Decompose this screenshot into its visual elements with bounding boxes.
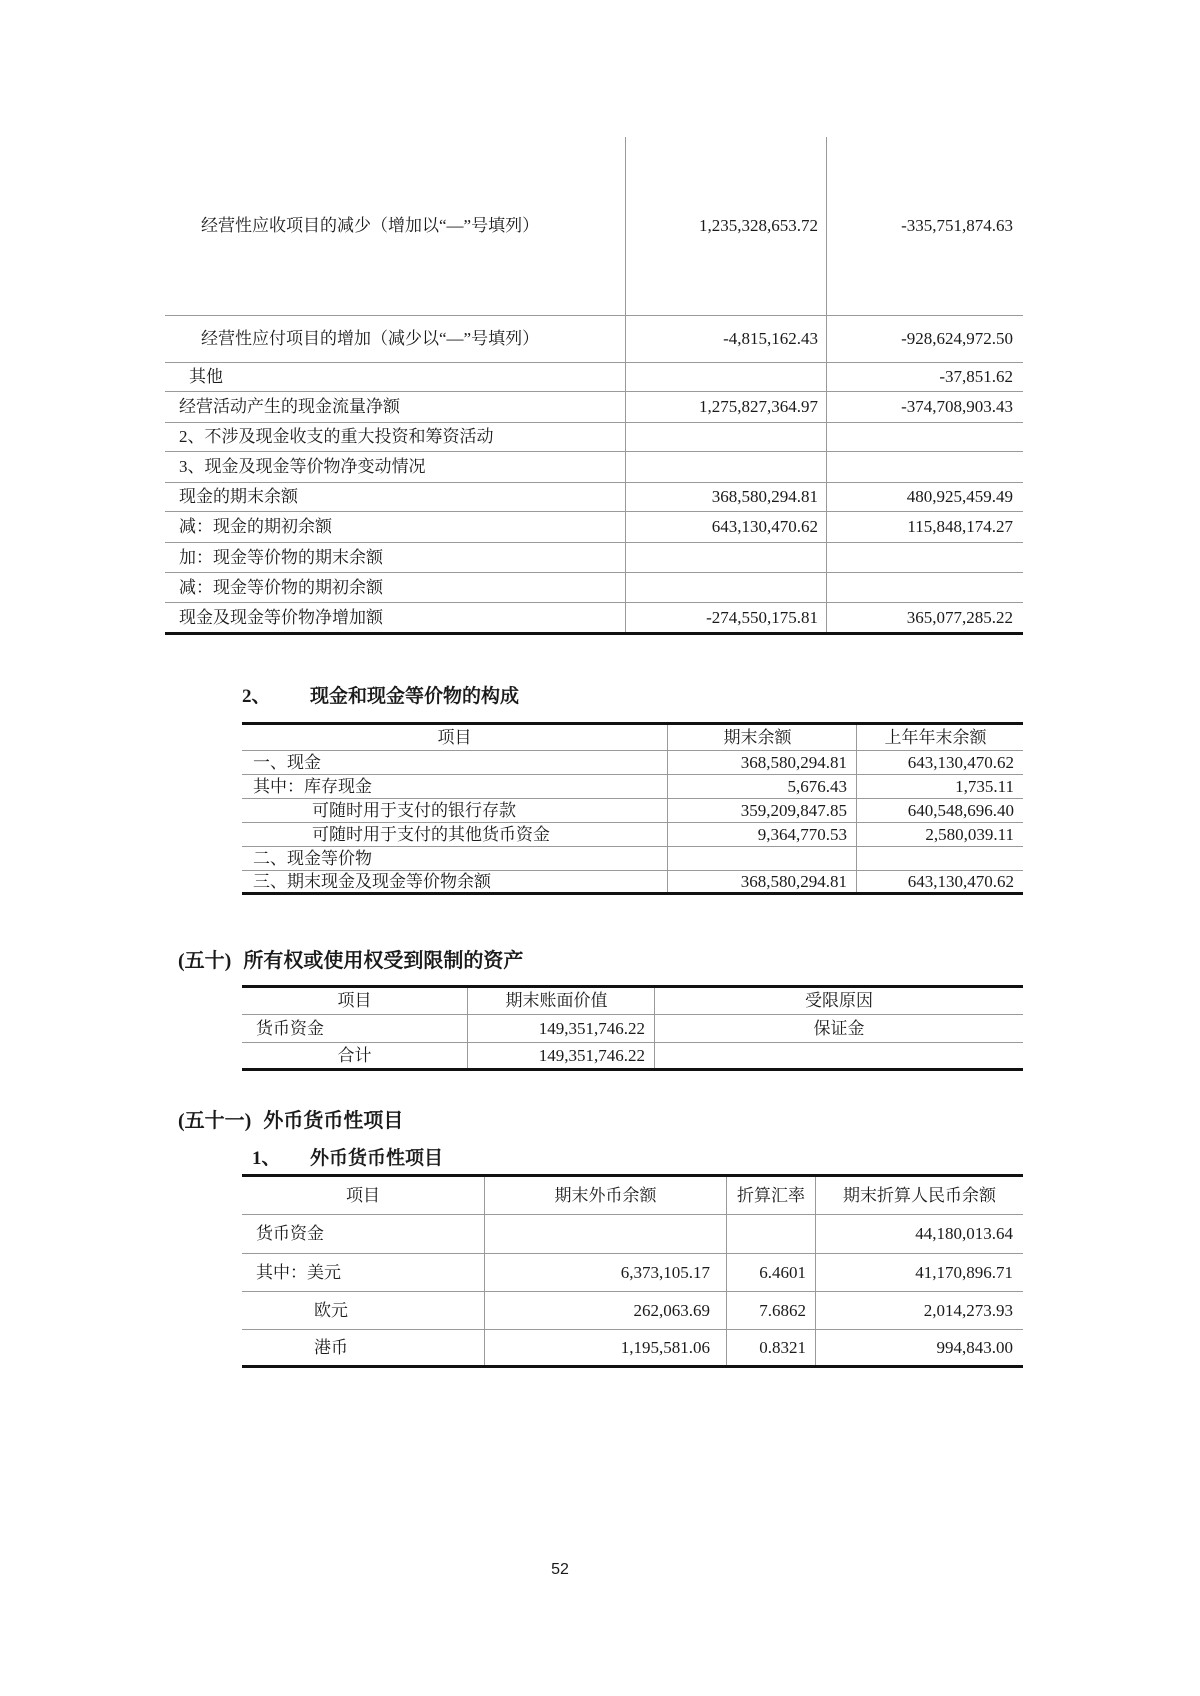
table-row (165, 543, 1023, 573)
row-label: 减：现金的期初余额 (179, 517, 332, 537)
current-amount: 1,235,328,653.72 (625, 137, 826, 315)
prior-amount (826, 573, 1023, 602)
ending-amount: 5,676.43 (667, 775, 856, 798)
book-value: 149,351,746.22 (467, 1043, 654, 1068)
prior-amount: 480,925,459.49 (826, 483, 1023, 511)
table-row (165, 452, 1023, 483)
ending-amount (667, 847, 856, 870)
exchange-rate: 6.4601 (726, 1254, 815, 1291)
table-row (165, 483, 1023, 512)
row-label: 减：现金等价物的期初余额 (179, 577, 383, 597)
row-label: 合计 (337, 1045, 372, 1065)
prior-amount (826, 543, 1023, 572)
row-label: 3、现金及现金等价物净变动情况 (179, 457, 426, 477)
prior-amount: 1,735.11 (856, 775, 1023, 798)
row-label: 货币资金 (256, 1018, 324, 1038)
table-row (165, 316, 1023, 363)
foreign-currency-table (242, 1174, 1023, 1368)
section-heading-foreign-currency (178, 1110, 403, 1132)
exchange-rate (726, 1215, 815, 1253)
row-label: 二、现金等价物 (253, 848, 372, 868)
heading-title: 所有权或使用权受到限制的资产 (243, 950, 524, 972)
column-header-item: 项目 (346, 1185, 380, 1205)
ending-amount: 359,209,847.85 (667, 799, 856, 822)
row-label: 其他 (189, 367, 223, 387)
heading-number: (五十) (178, 950, 232, 972)
table-row (165, 363, 1023, 392)
table-row (165, 392, 1023, 423)
column-header-fc-balance: 期末外币余额 (484, 1177, 726, 1214)
current-amount (625, 573, 826, 602)
row-label: 现金的期末余额 (179, 487, 298, 507)
heading-title: 现金和现金等价物的构成 (310, 686, 520, 707)
current-amount (625, 363, 826, 391)
row-label: 经营性应付项目的增加（减少以“—”号填列） (201, 329, 540, 349)
row-label: 港币 (314, 1337, 348, 1357)
table-row (242, 871, 1023, 895)
section-heading-cash-composition (242, 686, 519, 708)
table-row (242, 823, 1023, 847)
row-label: 货币资金 (256, 1224, 324, 1244)
restriction-reason: 保证金 (654, 1015, 1023, 1042)
ending-amount: 9,364,770.53 (667, 823, 856, 846)
row-label: 现金及现金等价物净增加额 (179, 607, 383, 627)
heading-number: 1、 (252, 1148, 281, 1169)
column-header-ending-book-value: 期末账面价值 (467, 988, 654, 1014)
row-label: 可随时用于支付的其他货币资金 (312, 824, 550, 844)
book-value: 149,351,746.22 (467, 1015, 654, 1042)
restriction-reason (654, 1043, 1023, 1068)
table-row (242, 775, 1023, 799)
ending-amount: 368,580,294.81 (667, 871, 856, 892)
page-number: 52 (551, 1561, 569, 1578)
prior-amount: 2,580,039.11 (856, 823, 1023, 846)
current-amount (625, 452, 826, 482)
current-amount (625, 543, 826, 572)
column-header-prior-year-end: 上年年末余额 (856, 725, 1023, 750)
current-amount: -274,550,175.81 (625, 603, 826, 632)
heading-title: 外币货币性项目 (310, 1148, 444, 1169)
exchange-rate: 0.8321 (726, 1330, 815, 1365)
row-label: 欧元 (314, 1300, 348, 1320)
table-row (242, 751, 1023, 775)
column-header-item: 项目 (437, 727, 472, 747)
current-amount: 643,130,470.62 (625, 512, 826, 542)
row-label: 可随时用于支付的银行存款 (312, 800, 516, 820)
rmb-balance: 994,843.00 (815, 1330, 1023, 1365)
table-header-row (242, 988, 1023, 1015)
table-row (165, 423, 1023, 452)
row-label: 经营性应收项目的减少（增加以“—”号填列） (201, 216, 540, 236)
heading-number: (五十一) (178, 1110, 252, 1132)
table-row (242, 799, 1023, 823)
prior-amount: 643,130,470.62 (856, 871, 1023, 892)
table-row (242, 1292, 1023, 1330)
prior-amount: -928,624,972.50 (826, 316, 1023, 362)
prior-amount: -37,851.62 (826, 363, 1023, 391)
prior-amount: -335,751,874.63 (826, 137, 1023, 315)
subsection-heading-foreign-currency (252, 1148, 443, 1170)
current-amount (625, 423, 826, 451)
column-header-rmb-balance: 期末折算人民币余额 (815, 1177, 1023, 1214)
row-label: 一、现金 (253, 752, 321, 772)
prior-amount (856, 847, 1023, 870)
table-row (165, 137, 1023, 316)
prior-amount: 640,548,696.40 (856, 799, 1023, 822)
row-label: 其中：库存现金 (253, 776, 372, 796)
cash-composition-table (242, 722, 1023, 895)
prior-amount: 365,077,285.22 (826, 603, 1023, 632)
heading-title: 外币货币性项目 (263, 1110, 404, 1132)
fc-balance: 262,063.69 (484, 1292, 726, 1329)
column-header-ending: 期末余额 (667, 725, 856, 750)
table-row (242, 847, 1023, 871)
section-heading-restricted-assets (178, 950, 523, 972)
row-label: 2、不涉及现金收支的重大投资和筹资活动 (179, 427, 494, 447)
table-row (165, 603, 1023, 635)
row-label: 其中：美元 (256, 1262, 341, 1282)
table-row (242, 1330, 1023, 1368)
exchange-rate: 7.6862 (726, 1292, 815, 1329)
column-header-restriction-reason: 受限原因 (654, 988, 1023, 1014)
table-row (242, 1043, 1023, 1071)
rmb-balance: 2,014,273.93 (815, 1292, 1023, 1329)
row-label: 经营活动产生的现金流量净额 (179, 397, 400, 417)
current-amount: 368,580,294.81 (625, 483, 826, 511)
ending-amount: 368,580,294.81 (667, 751, 856, 774)
row-label: 加：现金等价物的期末余额 (179, 547, 383, 567)
prior-amount: 115,848,174.27 (826, 512, 1023, 542)
rmb-balance: 41,170,896.71 (815, 1254, 1023, 1291)
fc-balance: 6,373,105.17 (484, 1254, 726, 1291)
fc-balance (484, 1215, 726, 1253)
restricted-assets-table (242, 985, 1023, 1071)
heading-number: 2、 (242, 686, 271, 707)
column-header-item: 项目 (337, 991, 372, 1011)
table-header-row (242, 725, 1023, 751)
prior-amount: 643,130,470.62 (856, 751, 1023, 774)
table-row (165, 573, 1023, 603)
rmb-balance: 44,180,013.64 (815, 1215, 1023, 1253)
prior-amount (826, 423, 1023, 451)
table-row (165, 512, 1023, 543)
prior-amount: -374,708,903.43 (826, 392, 1023, 422)
column-header-rate: 折算汇率 (726, 1177, 815, 1214)
table-row (242, 1015, 1023, 1043)
cash-flow-supplement-table (165, 137, 1023, 635)
table-row (242, 1254, 1023, 1292)
table-row (242, 1215, 1023, 1254)
row-label: 三、期末现金及现金等价物余额 (253, 871, 491, 891)
prior-amount (826, 452, 1023, 482)
fc-balance: 1,195,581.06 (484, 1330, 726, 1365)
table-header-row (242, 1177, 1023, 1215)
current-amount: -4,815,162.43 (625, 316, 826, 362)
current-amount: 1,275,827,364.97 (625, 392, 826, 422)
